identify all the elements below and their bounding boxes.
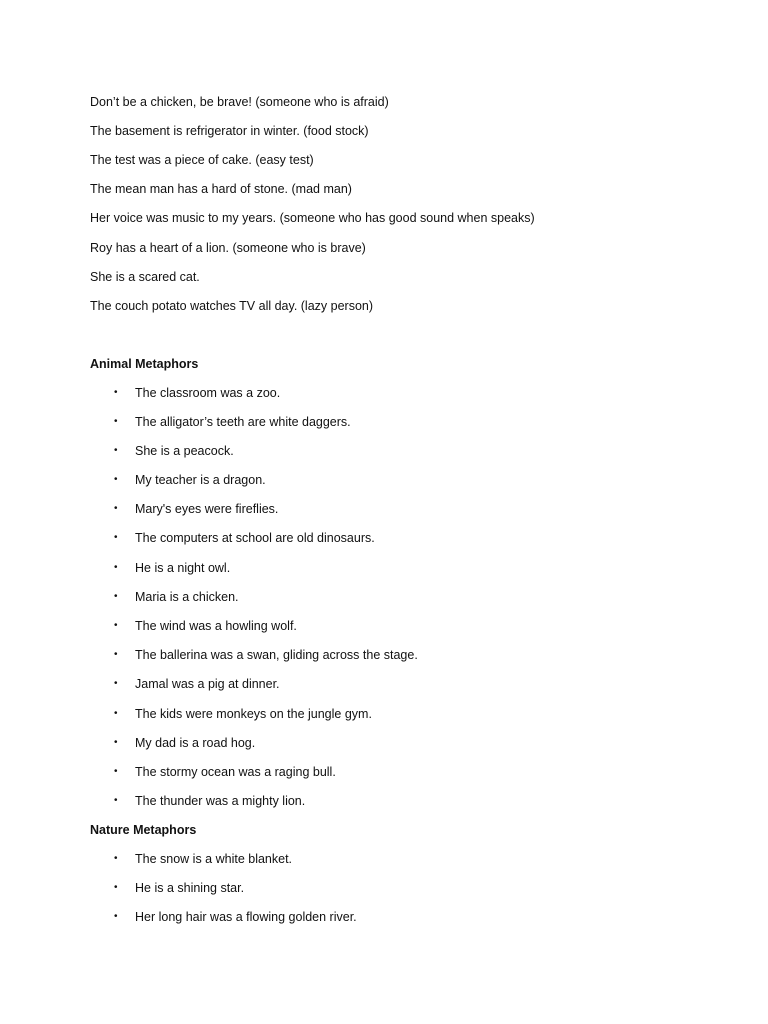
- bullet-icon: •: [114, 503, 118, 514]
- list-item-text: My dad is a road hog.: [135, 736, 256, 750]
- bullet-icon: •: [114, 591, 118, 602]
- list-item-text: Mary's eyes were fireflies.: [135, 502, 279, 516]
- intro-sentence: She is a scared cat.: [90, 270, 200, 284]
- bullet-icon: •: [114, 882, 118, 893]
- list-item-text: The snow is a white blanket.: [135, 852, 293, 866]
- intro-sentence: The mean man has a hard of stone. (mad man): [90, 182, 352, 196]
- list-item-text: The kids were monkeys on the jungle gym.: [135, 707, 372, 721]
- intro-sentence: The basement is refrigerator in winter. (food stock): [90, 124, 369, 138]
- bullet-icon: •: [114, 416, 118, 427]
- list-item-text: The alligator’s teeth are white daggers.: [135, 415, 351, 429]
- list-item-text: Jamal was a pig at dinner.: [135, 677, 280, 691]
- list-item-text: My teacher is a dragon.: [135, 473, 266, 487]
- bullet-icon: •: [114, 766, 118, 777]
- bullet-icon: •: [114, 620, 118, 631]
- bullet-icon: •: [114, 474, 118, 485]
- nature-metaphors-heading: Nature Metaphors: [90, 823, 197, 837]
- bullet-icon: •: [114, 387, 118, 398]
- list-item-text: The stormy ocean was a raging bull.: [135, 765, 336, 779]
- list-item-text: The thunder was a mighty lion.: [135, 794, 306, 808]
- bullet-icon: •: [114, 562, 118, 573]
- intro-sentence: Don’t be a chicken, be brave! (someone who is afraid): [90, 95, 389, 109]
- bullet-icon: •: [114, 532, 118, 543]
- animal-metaphors-heading: Animal Metaphors: [90, 357, 199, 371]
- list-item-text: The computers at school are old dinosaurs.: [135, 531, 375, 545]
- list-item-text: The ballerina was a swan, gliding across the stage.: [135, 648, 418, 662]
- list-item-text: He is a night owl.: [135, 561, 231, 575]
- intro-sentence: Her voice was music to my years. (someone who has good sound when speaks): [90, 211, 535, 225]
- intro-sentence: Roy has a heart of a lion. (someone who is brave): [90, 241, 366, 255]
- bullet-icon: •: [114, 678, 118, 689]
- bullet-icon: •: [114, 795, 118, 806]
- list-item-text: Maria is a chicken.: [135, 590, 239, 604]
- list-item-text: Her long hair was a flowing golden river.: [135, 910, 357, 924]
- bullet-icon: •: [114, 911, 118, 922]
- list-item-text: The wind was a howling wolf.: [135, 619, 297, 633]
- list-item-text: She is a peacock.: [135, 444, 234, 458]
- bullet-icon: •: [114, 853, 118, 864]
- bullet-icon: •: [114, 737, 118, 748]
- list-item-text: He is a shining star.: [135, 881, 245, 895]
- intro-sentence: The test was a piece of cake. (easy test): [90, 153, 314, 167]
- bullet-icon: •: [114, 708, 118, 719]
- bullet-icon: •: [114, 649, 118, 660]
- bullet-icon: •: [114, 445, 118, 456]
- list-item-text: The classroom was a zoo.: [135, 386, 281, 400]
- intro-sentence: The couch potato watches TV all day. (lazy person): [90, 299, 374, 313]
